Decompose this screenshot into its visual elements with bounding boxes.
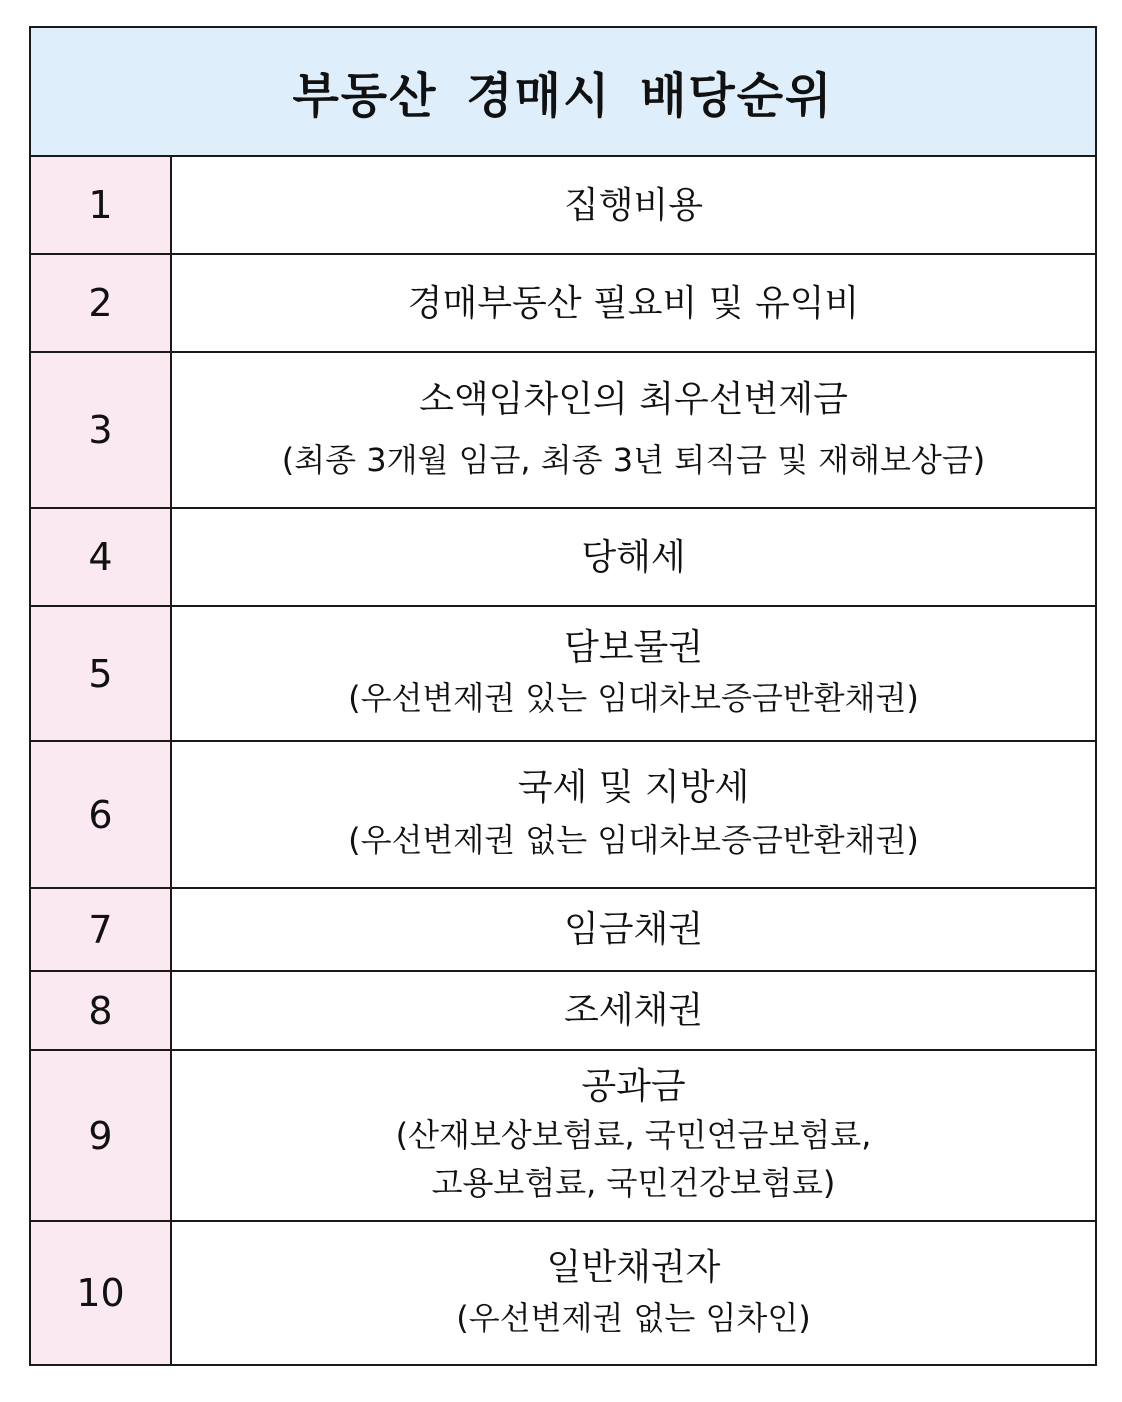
rank-number: 5 — [31, 607, 172, 740]
rank-number: 3 — [31, 353, 172, 507]
row-sub-text: (최종 3개월 임금, 최종 3년 퇴직금 및 재해보상금) — [281, 440, 986, 479]
row-content — [172, 157, 1095, 253]
table-row — [31, 255, 1095, 353]
row-main-text: 당해세 — [581, 536, 686, 578]
row-content — [172, 509, 1095, 605]
rank-number: 1 — [31, 157, 172, 253]
row-content — [172, 353, 1095, 507]
row-content — [172, 607, 1095, 740]
row-sub-text: (우선변제권 없는 임대차보증금반환채권) — [348, 821, 919, 859]
table-row — [31, 972, 1095, 1051]
table-row — [31, 607, 1095, 742]
table-row — [31, 157, 1095, 255]
row-content — [172, 889, 1095, 970]
priority-table — [29, 26, 1097, 1366]
row-main-text: 일반채권자 — [546, 1246, 721, 1288]
row-content — [172, 972, 1095, 1049]
rank-number: 9 — [31, 1051, 172, 1220]
table-row — [31, 889, 1095, 972]
rank-number: 10 — [31, 1222, 172, 1364]
table-row — [31, 1222, 1095, 1364]
table-header — [31, 28, 1095, 157]
row-content — [172, 255, 1095, 351]
rank-number: 2 — [31, 255, 172, 351]
row-sub-text: (우선변제권 없는 임차인) — [456, 1298, 811, 1337]
row-content — [172, 742, 1095, 887]
table-title: 부동산 경매시 배당순위 — [292, 68, 834, 124]
rank-number: 7 — [31, 889, 172, 970]
row-main-text: 소액임차인의 최우선변제금 — [419, 378, 848, 420]
table-row — [31, 353, 1095, 509]
row-content — [172, 1051, 1095, 1220]
row-main-text: 집행비용 — [563, 184, 704, 226]
row-main-text: 조세채권 — [563, 990, 704, 1031]
rank-number: 4 — [31, 509, 172, 605]
row-main-text: 경매부동산 필요비 및 유익비 — [407, 282, 860, 324]
rank-number: 8 — [31, 972, 172, 1049]
row-main-text: 공과금 — [581, 1066, 686, 1107]
row-sub-text: (우선변제권 있는 임대차보증금반환채권) — [348, 679, 919, 717]
table-row — [31, 742, 1095, 889]
row-sub-text: (산재보상보험료, 국민연금보험료, — [395, 1116, 872, 1154]
row-main-text: 국세 및 지방세 — [517, 767, 750, 808]
row-sub-text: 고용보험료, 국민건강보험료) — [431, 1164, 836, 1202]
table-row — [31, 509, 1095, 607]
row-main-text: 담보물권 — [563, 627, 704, 668]
table-row — [31, 1051, 1095, 1222]
row-main-text: 임금채권 — [563, 909, 704, 950]
row-content — [172, 1222, 1095, 1364]
rank-number: 6 — [31, 742, 172, 887]
